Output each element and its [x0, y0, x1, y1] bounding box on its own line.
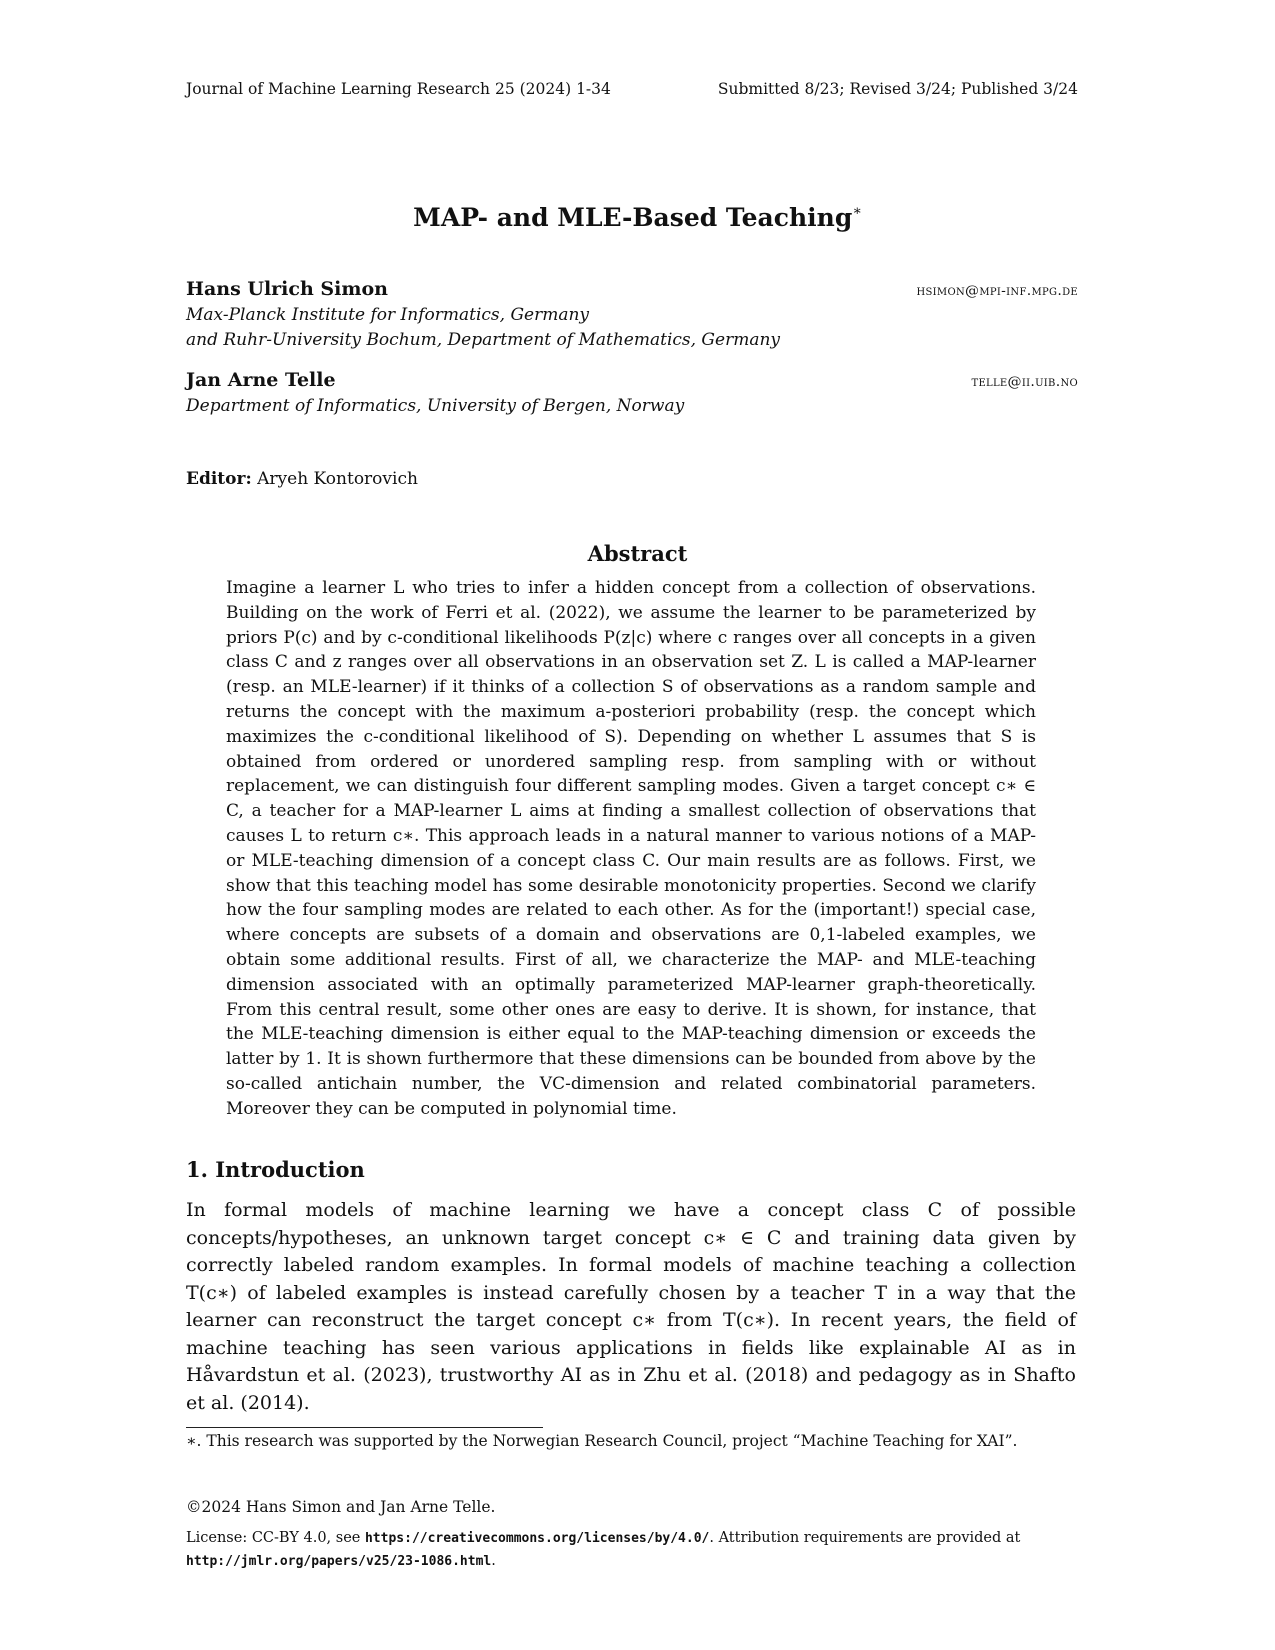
license-notice: [186, 1527, 1076, 1573]
author-affiliation: [186, 303, 780, 353]
attribution-link[interactable]: http://jmlr.org/papers/v25/23-1086.html: [186, 1554, 492, 1569]
abstract-text: Imagine a learner L who tries to infer a hidden concept from a collection of observations. Building on the work of Ferri et al. (2022), we assume the learner to be parameterized by priors P(c) and by c-conditional likelihoods P(z|c) where c ranges over all concepts in a given class C and z ranges over all observations in an observation set Z. L is called a MAP-learner (resp. an MLE-learner) if it thinks of a collection S of observations as a random sample and returns the concept with the maximum a-posteriori probability (resp. the concept which maximizes the c-conditional likelihood of S). Depending on whether L assumes that S is obtained from ordered or unordered sampling resp. from sampling with or without replacement, we can distinguish four different sampling modes. Given a target concept c∗ ∈ C, a teacher for a MAP-learner L aims at finding a smallest collection of observations that causes L to return c∗. This approach leads in a natural manner to various notions of a MAP- or MLE-teaching dimension of a concept class C. Our main results are as follows. First, we show that this teaching model has some desirable monotonicity properties. Second we clarify how the four sampling modes are related to each other. As for the (important!) special case, where concepts are subsets of a domain and observations are 0,1-labeled examples, we obtain some additional results. First of all, we characterize the MAP- and MLE-teaching dimension associated with an optimally parameterized MAP-learner graph-theoretically. From this central result, some other ones are easy to derive. It is shown, for instance, that the MLE-teaching dimension is either equal to the MAP-teaching dimension or exceeds the latter by 1. It is shown furthermore that these dimensions can be bounded from above by the so-called antichain number, the VC-dimension and related combinatorial parameters. Moreover they can be computed in polynomial time.: [226, 578, 1036, 1119]
copyright-notice: ©2024 Hans Simon and Jan Arne Telle.: [186, 1498, 496, 1516]
license-prefix: License: CC-BY 4.0, see: [186, 1530, 365, 1546]
author-affiliation: [186, 394, 684, 419]
paper-title: [0, 203, 1275, 232]
affiliation-line: and Ruhr-University Bochum, Department of Mathematics, Germany: [186, 330, 781, 350]
title-footnote-mark: ∗: [852, 202, 862, 219]
author-email[interactable]: hsimon@mpi-inf.mpg.de: [916, 283, 1078, 299]
author-name: Jan Arne Telle: [186, 369, 336, 391]
author-name: Hans Ulrich Simon: [186, 278, 388, 300]
license-middle: . Attribution requirements are provided at: [709, 1530, 1021, 1546]
affiliation-line: Max-Planck Institute for Informatics, Germany: [186, 305, 590, 325]
affiliation-line: Department of Informatics, University of Bergen, Norway: [186, 396, 685, 416]
editor-line: [186, 469, 418, 489]
footnote-text: ∗. This research was supported by the Norwegian Research Council, project “Machine Teaching for XAI”.: [186, 1432, 1018, 1450]
editor-label: Editor:: [186, 469, 252, 489]
license-link[interactable]: https://creativecommons.org/licenses/by/4.0/: [364, 1531, 710, 1546]
license-end: .: [491, 1553, 496, 1569]
section-heading-introduction: 1. Introduction: [186, 1157, 365, 1182]
editor-name: Aryeh Kontorovich: [257, 469, 418, 489]
running-header-journal: Journal of Machine Learning Research 25 (2024) 1-34: [186, 80, 611, 98]
footnote-rule: [186, 1427, 543, 1428]
paper-title-text: MAP- and MLE-Based Teaching: [413, 203, 853, 232]
abstract-heading: Abstract: [587, 541, 688, 566]
introduction-paragraph: In formal models of machine learning we have a concept class C of possible concepts/hypotheses, an unknown target concept c∗ ∈ C and training data given by correctly labeled random examples. In formal models of machine teaching a collection T(c∗) of labeled examples is instead carefully chosen by a teacher T in a way that the learner can reconstruct the target concept c∗ from T(c∗). In recent years, the field of machine teaching has seen various applications in fields like explainable AI as in Håvardstun et al. (2023), trustworthy AI as in Zhu et al. (2018) and pedagogy as in Shafto et al. (2014).: [186, 1199, 1076, 1414]
running-header-dates: Submitted 8/23; Revised 3/24; Published 3/24: [717, 80, 1078, 98]
author-email[interactable]: telle@ii.uib.no: [971, 374, 1078, 390]
